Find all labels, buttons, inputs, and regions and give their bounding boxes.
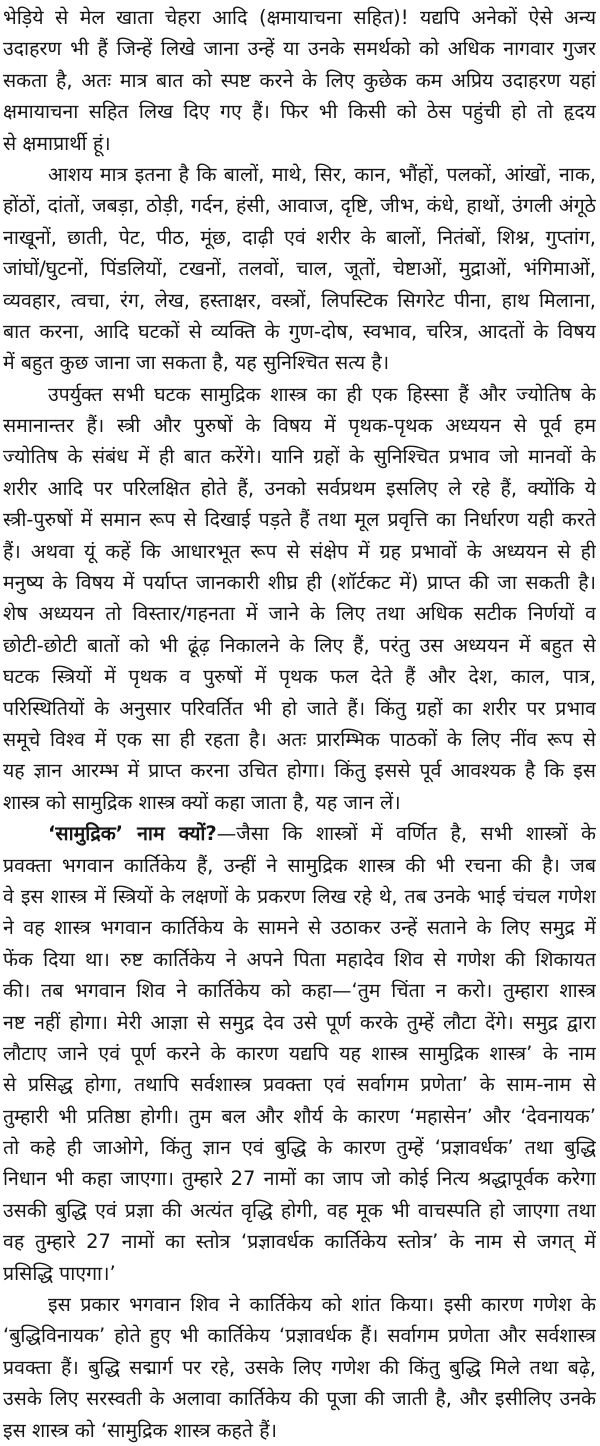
text-line bbox=[3, 630, 596, 661]
line-text: ने वह शास्त्र भगवान कार्तिकेय के सामने से उठाकर उन्हें सताने के लिए समुद्र में bbox=[3, 916, 596, 940]
line-text: लौटाए जाने एवं पूर्ण करने के कारण यद्यपि यह शास्त्र सामुद्रिक शास्त्र’ के नाम bbox=[3, 1041, 596, 1065]
line-text: उदाहरण भी हैं जिन्हें लिखे जाना उन्हें या उनके समर्थको को अधिक नागवार गुजर bbox=[3, 37, 596, 61]
text-line bbox=[3, 222, 596, 253]
text-line bbox=[3, 1069, 596, 1100]
line-text: भेड़िये से मेल खाता चेहरा आदि (क्षमायाचना सहित)! यद्यपि अनेकों ऐसे अन्य bbox=[3, 6, 596, 29]
line-text: क्षमायाचना सहित लिख दिए गए हैं। फिर भी किसी को ठेस पहुंची हो तो हृदय bbox=[3, 100, 596, 124]
text-line bbox=[3, 159, 596, 190]
text-line bbox=[3, 881, 596, 912]
text-line bbox=[3, 944, 596, 975]
line-text: व्यवहार, त्वचा, रंग, लेख, हस्ताक्षर, वस्त्रों, लिपस्टिक सिगरेट पीना, हाथ मिलाना, bbox=[3, 288, 596, 312]
text-line bbox=[3, 787, 596, 818]
text-line bbox=[3, 1352, 596, 1383]
line-text: फेंक दिया था। रुष्ट कार्तिकेय ने अपने पिता महादेव शिव से गणेश की शिकायत bbox=[3, 947, 596, 971]
text-line bbox=[3, 285, 596, 316]
text-line bbox=[3, 1226, 596, 1257]
text-line bbox=[3, 128, 596, 159]
line-text: से क्षमाप्रार्थी हूं। bbox=[3, 131, 111, 155]
text-line bbox=[3, 253, 596, 284]
line-text: शरीर आदि पर परिलक्षित होते हैं, उनको सर्वप्रथम इसलिए ले रहे हैं, क्योंकि ये bbox=[3, 476, 596, 500]
text-line bbox=[3, 96, 596, 127]
text-line bbox=[3, 693, 596, 724]
text-line bbox=[3, 567, 596, 598]
line-text: आशय मात्र इतना है कि बालों, माथे, सिर, कान, भौंहों, पलकों, आंखों, नाक, bbox=[48, 162, 596, 186]
text-line bbox=[3, 1195, 596, 1226]
text-line bbox=[3, 912, 596, 943]
line-text: प्रवक्ता हैं। बुद्धि सद्मार्ग पर रहे, उसके लिए गणेश की किंतु बुद्धि मिले तथा बढ़े, bbox=[3, 1355, 596, 1379]
line-text: यह ज्ञान आरम्भ में प्राप्त करना उचित होगा। किंतु इससे पूर्व आवश्यक है कि इस bbox=[3, 759, 596, 783]
line-text: वे इस शास्त्र में स्त्रियों के लक्षणों के प्रकरण लिख रहे थे, तब उनके भाई चंचल गणेश bbox=[3, 884, 596, 908]
text-line bbox=[3, 724, 596, 755]
text-line bbox=[3, 1101, 596, 1132]
line-text: हैं। अथवा यूं कहें कि आधारभूत रूप से संक्षेप में ग्रह प्रभावों के अध्ययन से ही bbox=[3, 539, 596, 563]
line-text: समूचे विश्व में एक सा ही रहता है। अतः प्रारम्भिक पाठकों के लिए नींव रूप से bbox=[3, 727, 596, 751]
text-line bbox=[3, 347, 596, 378]
text-line bbox=[3, 316, 596, 347]
line-text: इस शास्त्र को ‘सामुद्रिक शास्त्र कहते हैं। bbox=[3, 1418, 277, 1442]
line-text: वह तुम्हारे 27 नामों का स्तोत्र ‘प्रज्ञावर्धक कार्तिकेय स्तोत्र’ के नाम से जगत् में bbox=[3, 1230, 596, 1254]
text-line bbox=[3, 33, 596, 64]
text-line bbox=[3, 1007, 596, 1038]
line-text: ‘बुद्धिविनायक’ होते हुए भी कार्तिकेय ‘प्रज्ञावर्धक हैं। सर्वागम प्रणेता और सर्वशास्त्र bbox=[3, 1324, 596, 1348]
paragraph bbox=[3, 379, 596, 818]
line-text: में बहुत कुछ जाना जा सकता है, यह सुनिश्चित सत्य है। bbox=[3, 351, 390, 375]
line-text: इस प्रकार भगवान शिव ने कार्तिकेय को शांत किया। इसी कारण गणेश के bbox=[48, 1293, 596, 1317]
text-line bbox=[3, 661, 596, 692]
line-text: सकता है, अतः मात्र बात को स्पष्ट करने के लिए कुछेक कम अप्रिय उदाहरण यहां bbox=[3, 68, 596, 92]
line-text: शास्त्र को सामुद्रिक शास्त्र क्यों कहा जाता है, यह जान लें। bbox=[3, 790, 401, 814]
text-line bbox=[3, 504, 596, 535]
line-text: घटक स्त्रियों में पृथक व पुरुषों में पृथक फल देते हैं और देश, काल, पात्र, bbox=[3, 665, 596, 689]
text-line bbox=[3, 2, 596, 33]
line-text: उसके लिए सरस्वती के अलावा कार्तिकेय की पूजा की जाती है, और इसीलिए उनके bbox=[3, 1387, 596, 1411]
text-line bbox=[3, 598, 596, 629]
line-text: उपर्युक्त सभी घटक सामुद्रिक शास्त्र का ही एक हिस्सा हैं और ज्योतिष के bbox=[48, 382, 596, 406]
text-line bbox=[3, 473, 596, 504]
text-line bbox=[3, 1163, 596, 1194]
text-line bbox=[3, 1132, 596, 1163]
paragraph bbox=[3, 818, 596, 1289]
text-line bbox=[3, 755, 596, 786]
line-text: नष्ट नहीं होगा। मेरी आज्ञा से समुद्र देव उसे पूर्ण करके तुम्हें लौटा देंगे। समुद्र द्वारा bbox=[3, 1010, 596, 1034]
line-text: समानान्तर हैं। स्त्री और पुरुषों के विषय में पृथक-पृथक अध्ययन से पूर्व हम bbox=[3, 414, 596, 438]
line-text: तो कहे ही जाओगे, किंतु ज्ञान एवं बुद्धि के कारण तुम्हें ‘प्रज्ञावर्धक’ तथा बुद्धि bbox=[3, 1136, 596, 1160]
line-text: तुम्हारी भी प्रतिष्ठा होगी। तुम बल और शौर्य के कारण ‘महासेन’ और ‘देवनायक’ bbox=[3, 1104, 596, 1128]
paragraph bbox=[3, 2, 596, 159]
text-line bbox=[3, 1415, 596, 1446]
line-text: मनुष्य के विषय में पर्याप्त जानकारी शीघ्र ही (शॉर्टकट में) प्राप्त की जा सकती है। bbox=[3, 571, 596, 595]
line-text: छोटी-छोटी बातों को भी ढूंढ़ निकालने के लिए हैं, परंतु उस अध्ययन में बहुत से bbox=[3, 633, 596, 657]
text-line bbox=[3, 190, 596, 221]
text-line bbox=[3, 536, 596, 567]
line-text: की। तब भगवान शिव ने कार्तिकेय को कहा—‘तुम चिंता न करो। तुम्हारा शास्त्र bbox=[3, 979, 596, 1003]
line-text: प्रवक्ता भगवान कार्तिकेय हैं, उन्हीं ने सामुद्रिक शास्त्र की भी रचना की है। जब bbox=[3, 853, 596, 877]
text-line bbox=[3, 65, 596, 96]
line-text: उसकी बुद्धि एवं प्रज्ञा की अत्यंत वृद्धि होगी, वह मूक भी वाचस्पति हो जाएगा तथा bbox=[3, 1198, 596, 1222]
line-text: स्त्री-पुरुषों में समान रूप से दिखाई पड़ते हैं तथा मूल प्रवृत्ति का निर्धारण यही करते bbox=[3, 508, 596, 532]
text-line bbox=[3, 441, 596, 472]
paragraph bbox=[3, 159, 596, 379]
section-heading: ‘सामुद्रिक’ नाम क्यों? bbox=[48, 822, 217, 846]
line-text: परिस्थितियों के अनुसार परिवर्तित भी हो जाते हैं। किंतु ग्रहों का शरीर पर प्रभाव bbox=[3, 696, 596, 720]
text-line bbox=[3, 818, 596, 849]
line-text: शेष अध्ययन तो विस्तार/गहनता में जाने के लिए तथा अधिक सटीक निर्णयों व bbox=[3, 602, 596, 626]
text-line bbox=[3, 1383, 596, 1414]
text-line bbox=[3, 1038, 596, 1069]
text-line bbox=[3, 1320, 596, 1351]
line-text: से प्रसिद्ध होगा, तथापि सर्वशास्त्र प्रवक्ता एवं सर्वागम प्रणेता’ के साम-नाम से bbox=[3, 1073, 596, 1097]
line-text: ज्योतिष के संबंध में ही बात करेंगे। यानि ग्रहों के सुनिश्चित प्रभाव जो मानवों के bbox=[3, 445, 596, 469]
text-line bbox=[3, 379, 596, 410]
text-line bbox=[3, 1258, 596, 1289]
paragraph bbox=[3, 1289, 596, 1446]
text-line bbox=[3, 850, 596, 881]
text-line bbox=[3, 410, 596, 441]
line-text: नाखूनों, छाती, पेट, पीठ, मूंछ, दाढ़ी एवं शरीर के बालों, नितंबों, शिश्न, गुप्तांग, bbox=[3, 225, 596, 249]
line-text: —जैसा कि शास्त्रों में वर्णित है, सभी शास्त्रों के bbox=[216, 822, 596, 846]
line-text: प्रसिद्धि पाएगा।’ bbox=[3, 1261, 116, 1285]
line-text: होंठों, दांतों, जबड़ा, ठोड़ी, गर्दन, हंसी, आवाज, दृष्टि, जीभ, कंधे, हाथों, उंगली अंगूठे bbox=[3, 194, 596, 218]
line-text: बात करना, आदि घटकों से व्यक्ति के गुण-दोष, स्वभाव, चरित्र, आदतों के विषय bbox=[3, 319, 596, 343]
text-line bbox=[3, 975, 596, 1006]
text-line bbox=[3, 1289, 596, 1320]
line-text: जांघों/घुटनों, पिंडलियों, टखनों, तलवों, चाल, जूतों, चेष्टाओं, मुद्राओं, भंगिमाओं, bbox=[3, 257, 596, 281]
line-text: निधान भी कहा जाएगा। तुम्हारे 27 नामों का जाप जो कोई नित्य श्रद्धापूर्वक करेगा bbox=[3, 1167, 596, 1191]
